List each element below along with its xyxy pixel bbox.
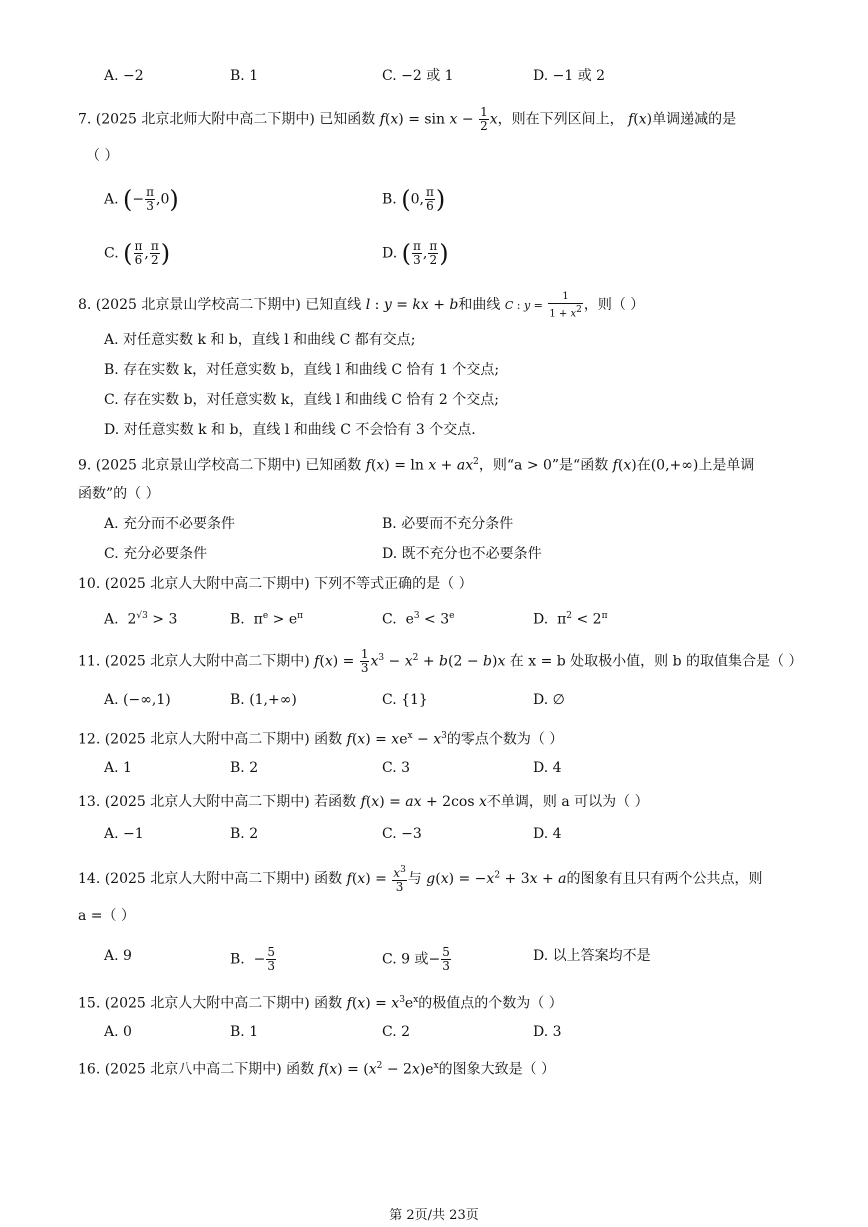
q7-stem: 7. (2025 北京北师大附中高二下期中) 已知函数 f(x) = sin x − $\frac{1}{2}$ x，则在下列区间上， f(x)单调递减的是 xyxy=(78,105,737,133)
q12-option-c: C. 3 xyxy=(382,760,411,776)
q12-option-b: B. 2 xyxy=(230,760,259,776)
q10-option-d: D. $\pi^2 < 2^\pi$ xyxy=(533,611,608,628)
q11-option-c: C. {1} xyxy=(382,692,428,708)
q10-option-a: A. $2^{√3} > 3$ xyxy=(104,611,178,628)
q10-option-b: B. $\pi^e > e^\pi$ xyxy=(230,611,304,628)
q7-option-b: B. (0, $\frac{\pi}{6}$ ) xyxy=(382,185,446,214)
q14-stem: 14. (2025 北京人大附中高二下期中) 函数 f(x) = $\frac{x^3}{3}$ 与 $g(x) = -x^2 + 3x + a$的图象有且只有两个公共点，则 xyxy=(78,865,763,894)
q9-stem: 9. (2025 北京景山学校高二下期中) 已知函数 $f(x) = \ln x + ax^2$，则“a > 0”是“函数 f(x)在(0,+∞)上是单调 xyxy=(78,457,755,474)
q13-option-a: A. −1 xyxy=(104,826,144,842)
q7-option-a: A. (− $\frac{\pi}{3}$ ,0) xyxy=(104,185,179,214)
q10-option-c: C. $e^3 < 3^e$ xyxy=(382,611,455,628)
q6-option-c: C. −2 或 1 xyxy=(382,68,454,84)
q16-stem: 16. (2025 北京八中高二下期中) 函数 $f(x) = (x^2 - 2x)e^x$的图象大致是（ ） xyxy=(78,1061,556,1078)
q7-option-d: D. ( $\frac{\pi}{3}$ , $\frac{\pi}{2}$ ) xyxy=(382,239,449,268)
q15-option-a: A. 0 xyxy=(104,1024,132,1040)
q9-stem-line2: 函数”的（ ） xyxy=(78,486,160,502)
q12-stem: 12. (2025 北京人大附中高二下期中) 函数 $f(x) = xe^x - x^3$的零点个数为（ ） xyxy=(78,731,564,748)
q9-option-b: B. 必要而不充分条件 xyxy=(382,516,514,532)
q8-option-c: C. 存在实数 b，对任意实数 k，直线 l 和曲线 C 恰有 2 个交点; xyxy=(104,392,499,408)
q15-option-b: B. 1 xyxy=(230,1024,259,1040)
q7-paren: （ ） xyxy=(86,148,119,164)
q13-option-d: D. 4 xyxy=(533,826,562,842)
q6-option-d: D. −1 或 2 xyxy=(533,68,606,84)
q9-option-a: A. 充分而不必要条件 xyxy=(104,516,236,532)
q15-stem: 15. (2025 北京人大附中高二下期中) 函数 $f(x) = x^3e^x$的极值点的个数为（ ） xyxy=(78,995,563,1012)
q8-option-d: D. 对任意实数 k 和 b，直线 l 和曲线 C 不会恰有 3 个交点. xyxy=(104,422,476,438)
q12-option-d: D. 4 xyxy=(533,760,562,776)
q13-stem: 13. (2025 北京人大附中高二下期中) 若函数 f(x) = ax + 2cos x不单调，则 a 可以为（ ） xyxy=(78,794,649,810)
q15-option-d: D. 3 xyxy=(533,1024,562,1040)
q13-option-c: C. −3 xyxy=(382,826,422,842)
q8-option-a: A. 对任意实数 k 和 b，直线 l 和曲线 C 都有交点; xyxy=(104,332,416,348)
q13-option-b: B. 2 xyxy=(230,826,259,842)
q8-option-b: B. 存在实数 k，对任意实数 b，直线 l 和曲线 C 恰有 1 个交点; xyxy=(104,362,500,378)
q9-option-c: C. 充分必要条件 xyxy=(104,546,208,562)
q7-option-c: C. ( $\frac{\pi}{6}$ , $\frac{\pi}{2}$ ) xyxy=(104,239,171,268)
q15-option-c: C. 2 xyxy=(382,1024,411,1040)
q11-option-b: B. (1,+∞) xyxy=(230,692,297,708)
q14-option-a: A. 9 xyxy=(104,948,132,964)
q6-option-b: B. 1 xyxy=(230,68,259,84)
q10-stem: 10. (2025 北京人大附中高二下期中) 下列不等式正确的是（ ） xyxy=(78,576,473,592)
q11-stem: 11. (2025 北京人大附中高二下期中) f(x) = $\frac{1}{3}$ $x^3 - x^2 + b(2 - b)x$ 在 x = b 处取极小值，则 b 的取值集合是（ ） xyxy=(78,647,803,676)
q14-option-b: B. − $\frac{5}{3}$ xyxy=(230,945,276,973)
q9-option-d: D. 既不充分也不必要条件 xyxy=(382,546,542,562)
q14-option-d: D. 以上答案均不是 xyxy=(533,948,651,964)
q6-option-a: A. −2 xyxy=(104,68,144,84)
q14-option-c: C. 9 或− $\frac{5}{3}$ xyxy=(382,945,450,973)
q12-option-a: A. 1 xyxy=(104,760,132,776)
q14-stem-line2: a =（ ） xyxy=(78,908,135,924)
q11-option-d: D. ∅ xyxy=(533,692,565,708)
q8-stem: 8. (2025 北京景山学校高二下期中) 已知直线 l : y = kx + b和曲线 C : y = $\frac{1}{1 + x^2}$ ，则（ ） xyxy=(78,291,645,320)
q11-option-a: A. (−∞,1) xyxy=(104,692,171,708)
page-footer: 第 2页/共 23页 xyxy=(389,1208,479,1223)
